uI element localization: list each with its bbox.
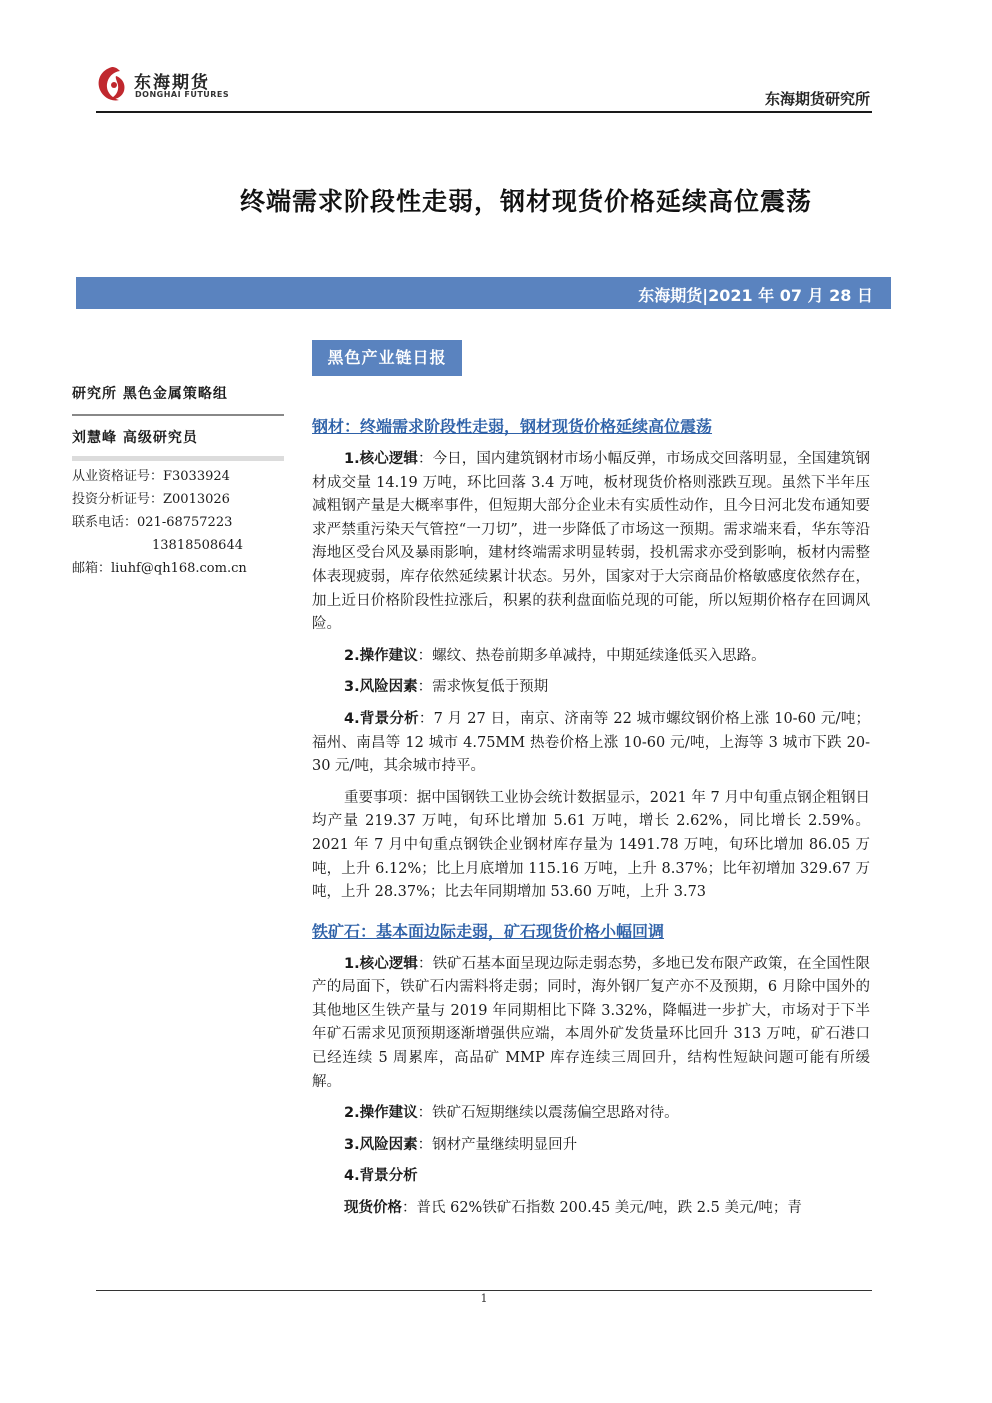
qualification-number: 从业资格证号：F3033924	[72, 469, 230, 484]
analyst-name: 刘慧峰 高级研究员	[72, 430, 198, 446]
para-text: ：7 月 27 日，南京、济南等 22 城市螺纹钢价格上涨 10-60 元/吨；福州、南昌等 12 城市 4.75MM 热卷价格上涨 10-60 元/吨，上海等 3 城市下跌 20-30 元/吨，其余城市持平。	[312, 710, 870, 775]
contact-email[interactable]: 邮箱：liuhf@qh168.com.cn	[72, 561, 247, 576]
steel-background	[312, 708, 870, 779]
para-label: 1.核心逻辑	[344, 955, 419, 972]
steel-key-events	[312, 787, 870, 905]
donghai-logo-icon	[92, 64, 132, 106]
para-label: 2.操作建议	[344, 1105, 418, 1122]
ore-core-logic	[312, 953, 870, 1095]
para-label: 4.背景分析	[344, 1168, 418, 1185]
para-text: 重要事项：据中国钢铁工业协会统计数据显示，2021 年 7 月中旬重点钢企粗钢日均产量 219.37 万吨，旬环比增加 5.61 万吨，增长 2.62%，同比增长 2.59%。2021 年 7 月中旬重点钢铁企业钢材库存量为 1491.78 万吨，旬环比增加 86.05 万吨，上升 6.12%；比上月底增加 115.16 万吨，上升 8.37%；比年初增加 329.67 万吨，上升 28.37%；比去年同期增加 53.60 万吨，上升 3.73	[312, 789, 870, 901]
para-text: ：需求恢复低于预期	[417, 679, 549, 696]
investment-analysis-number: 投资分析证号：Z0013026	[72, 492, 230, 507]
ore-suggestion	[312, 1102, 870, 1126]
sidebar-bar	[72, 456, 284, 461]
para-text: ：今日，国内建筑钢材市场小幅反弹，市场成交回落明显，全国建筑钢材成交量 14.19 万吨，环比回落 3.4 万吨，板材现货价格则涨跌互现。虽然下半年压减粗钢产量是大概率事件，但短期大部分企业未有实质性动作，且今日河北发布通知要求严禁重污染天气管控“一刀切”，进一步降低了市场这一预期。需求端来看，华东等沿海地区受台风及暴雨影响，建材终端需求明显转弱，投机需求亦受到影响，板材内需整体表现疲弱，库存依然延续累计状态。另外，国家对于大宗商品价格敏感度依然存在，加上近日价格阶段性拉涨后，积累的获利盘面临兑现的可能，所以短期价格存在回调风险。	[312, 451, 870, 633]
page-number: 1	[480, 1292, 488, 1305]
report-title: 终端需求阶段性走弱，钢材现货价格延续高位震荡	[239, 187, 812, 216]
steel-suggestion	[312, 645, 870, 669]
report-category-badge: 黑色产业链日报	[312, 340, 462, 376]
ore-spot-price	[312, 1197, 870, 1221]
steel-risk	[312, 676, 870, 700]
logo-text-cn: 东海期货	[134, 73, 210, 93]
footer-divider	[96, 1290, 872, 1291]
para-text: ：铁矿石短期继续以震荡偏空思路对待。	[417, 1105, 679, 1122]
contact-phone: 联系电话：021-68757223	[72, 515, 233, 530]
date-banner	[76, 277, 891, 309]
company-logo	[92, 64, 232, 108]
sidebar-divider	[72, 414, 284, 416]
steel-core-logic	[312, 448, 870, 637]
para-text: ：铁矿石基本面呈现边际走弱态势，多地已发布限产政策，在全国性限产的局面下，铁矿石内需料将走弱；同时，海外钢厂复产亦不及预期，6 月除中国外的其他地区生铁产量与 2019 年同期相比下降 3.32%，降幅进一步扩大，市场对于下半年矿石需求见顶预期逐渐增强供应端，本周外矿发货量环比回升 313 万吨，矿石港口已经连续 5 周累库，高品矿 MMP 库存连续三周回升，结构性短缺问题可能有所缓解。	[312, 955, 870, 1090]
report-body	[312, 410, 870, 1229]
para-text: ：普氏 62%铁矿石指数 200.45 美元/吨，跌 2.5 美元/吨；青	[402, 1200, 802, 1217]
para-label: 现货价格	[344, 1200, 402, 1217]
contact-mobile: 13818508644	[152, 538, 243, 553]
section-heading-iron-ore: 铁矿石：基本面边际走弱，矿石现货价格小幅回调	[312, 921, 665, 941]
para-label: 3.风险因素	[344, 1136, 418, 1153]
analyst-sidebar	[72, 380, 284, 580]
section-heading-steel: 钢材：终端需求阶段性走弱，钢材现货价格延续高位震荡	[312, 417, 713, 436]
sidebar-org: 研究所 黑色金属策略组	[72, 386, 228, 402]
para-text: ：螺纹、热卷前期多单减持，中期延续逢低买入思路。	[417, 647, 766, 664]
ore-background	[312, 1165, 870, 1189]
para-label: 2.操作建议	[344, 647, 418, 664]
para-label: 4.背景分析	[344, 710, 419, 727]
para-label: 1.核心逻辑	[344, 451, 419, 467]
header-institute-name: 东海期货研究所	[764, 90, 870, 108]
header-divider	[96, 111, 872, 113]
report-date: 东海期货|2021 年 07 月 28 日	[638, 286, 873, 305]
para-label: 3.风险因素	[344, 679, 418, 696]
para-text: ：钢材产量继续明显回升	[417, 1136, 578, 1153]
logo-text-en: DONGHAI FUTURES	[135, 90, 230, 99]
ore-risk	[312, 1134, 870, 1158]
